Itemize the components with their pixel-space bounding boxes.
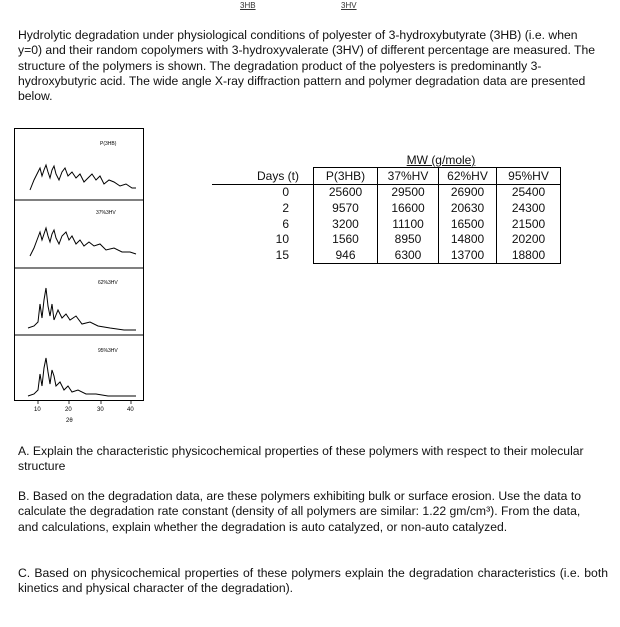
x-tick-20: 20 bbox=[65, 407, 72, 413]
group-header-mw: MW (g/mole) bbox=[406, 153, 476, 167]
cell: 6 bbox=[282, 216, 289, 231]
xrd-trace-37hv bbox=[30, 228, 136, 256]
cell: 6300 bbox=[378, 247, 439, 263]
xrd-figure bbox=[14, 128, 144, 428]
x-axis-label: 2θ bbox=[66, 418, 73, 424]
cell: 21500 bbox=[497, 216, 561, 232]
cell: 9570 bbox=[314, 200, 378, 216]
xrd-trace-62hv bbox=[28, 288, 136, 330]
x-tick-40: 40 bbox=[127, 407, 134, 413]
cell: 18800 bbox=[497, 247, 561, 263]
header-p3hb: P(3HB) bbox=[314, 168, 378, 185]
cell: 10 bbox=[275, 232, 289, 247]
panel-label-p3hb: P(3HB) bbox=[100, 141, 117, 147]
structure-labels bbox=[0, 0, 620, 14]
cell: 25400 bbox=[497, 184, 561, 200]
table-row bbox=[212, 247, 561, 263]
header-days: Days (t) bbox=[212, 168, 314, 185]
cell: 20200 bbox=[497, 231, 561, 247]
xrd-trace-p3hb bbox=[30, 165, 136, 190]
intro-paragraph: Hydrolytic degradation under physiological conditions of polyester of 3-hydroxybutyrate (3HB) (i.e. when y=0) and their random copolymers with 3-hydroxyvalerate (3HV) of different percentage are measured. The structure of the polymers is shown. The degradation product of the polyesters is predominantly 3-hydroxybutyric acid. The wide angle X-ray diffraction pattern and polymer degradation data are presented below. bbox=[18, 28, 596, 104]
cell: 946 bbox=[314, 247, 378, 263]
cell: 1560 bbox=[314, 231, 378, 247]
header-95hv: 95%HV bbox=[497, 168, 561, 185]
table-row bbox=[212, 200, 561, 216]
cell: 16600 bbox=[378, 200, 439, 216]
cell: 26900 bbox=[439, 184, 497, 200]
table-row bbox=[212, 216, 561, 232]
cell: 25600 bbox=[314, 184, 378, 200]
panel-label-95hv: 95%3HV bbox=[98, 348, 118, 354]
label-3hb: 3HB bbox=[240, 1, 256, 10]
cell: 8950 bbox=[378, 231, 439, 247]
question-b: B. Based on the degradation data, are these polymers exhibiting bulk or surface erosion. Use the data to calculate the degradation rate constant (density of all polymers are similar: 1.22 gm/cm³). From the data, and calculations, explain whether the degradation is auto catalyzed, or non-auto catalyzed. bbox=[18, 489, 581, 534]
question-c: C. Based on physicochemical properties of these polymers explain the degradation characteristics (i.e. both kinetics and physical character of the degradation). bbox=[18, 566, 608, 596]
cell: 0 bbox=[282, 185, 289, 200]
xrd-frame bbox=[15, 129, 144, 401]
panel-label-37hv: 37%3HV bbox=[96, 210, 116, 216]
cell: 3200 bbox=[314, 216, 378, 232]
table-header-row bbox=[212, 168, 561, 185]
cell: 15 bbox=[275, 248, 289, 263]
header-62hv: 62%HV bbox=[439, 168, 497, 185]
degradation-table bbox=[212, 153, 561, 264]
cell: 24300 bbox=[497, 200, 561, 216]
panel-label-62hv: 62%3HV bbox=[98, 280, 118, 286]
header-37hv: 37%HV bbox=[378, 168, 439, 185]
cell: 11100 bbox=[378, 216, 439, 232]
table-row bbox=[212, 184, 561, 200]
label-3hv: 3HV bbox=[341, 1, 357, 10]
cell: 13700 bbox=[439, 247, 497, 263]
question-a: A. Explain the characteristic physicochemical properties of these polymers with respect to their molecular structure bbox=[18, 444, 584, 474]
cell: 2 bbox=[282, 200, 289, 215]
x-tick-30: 30 bbox=[97, 407, 104, 413]
cell: 20630 bbox=[439, 200, 497, 216]
table-row bbox=[212, 231, 561, 247]
xrd-trace-95hv bbox=[28, 358, 136, 396]
cell: 16500 bbox=[439, 216, 497, 232]
cell: 29500 bbox=[378, 184, 439, 200]
cell: 14800 bbox=[439, 231, 497, 247]
x-tick-10: 10 bbox=[34, 407, 41, 413]
